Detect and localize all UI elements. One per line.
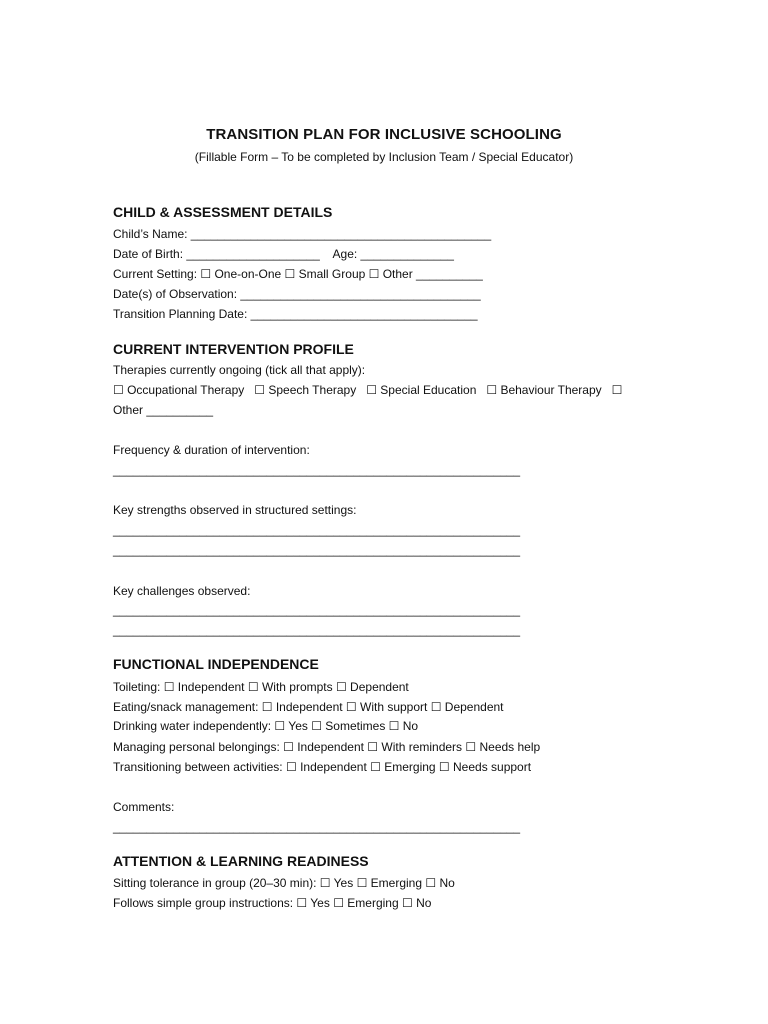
section-heading-functional: FUNCTIONAL INDEPENDENCE: [113, 656, 319, 672]
challenges-field-1[interactable]: _____________________________________________________________: [113, 603, 521, 617]
strengths-label: Key strengths observed in structured settings:: [113, 503, 357, 517]
section-heading-child-details: CHILD & ASSESSMENT DETAILS: [113, 204, 333, 220]
field-toileting[interactable]: Toileting: ☐ Independent ☐ With prompts ☐ Dependent: [113, 680, 409, 694]
comments-label: Comments:: [113, 800, 175, 814]
strengths-field-1[interactable]: _____________________________________________________________: [113, 523, 521, 537]
section-heading-intervention: CURRENT INTERVENTION PROFILE: [113, 341, 354, 357]
form-subtitle: (Fillable Form – To be completed by Inclusion Team / Special Educator): [194, 150, 574, 164]
field-observation-dates[interactable]: Date(s) of Observation: ____________________________________: [113, 287, 481, 301]
comments-field[interactable]: _____________________________________________________________: [113, 820, 521, 834]
challenges-label: Key challenges observed:: [113, 584, 251, 598]
field-current-setting[interactable]: Current Setting: ☐ One-on-One ☐ Small Group ☐ Other __________: [113, 267, 483, 281]
field-sitting-tolerance[interactable]: Sitting tolerance in group (20–30 min): ☐ Yes ☐ Emerging ☐ No: [113, 876, 455, 890]
field-planning-date[interactable]: Transition Planning Date: __________________________________: [113, 307, 478, 321]
strengths-field-2[interactable]: _____________________________________________________________: [113, 543, 521, 557]
field-transitioning[interactable]: Transitioning between activities: ☐ Independent ☐ Emerging ☐ Needs support: [113, 760, 532, 774]
field-group-instructions[interactable]: Follows simple group instructions: ☐ Yes ☐ Emerging ☐ No: [113, 896, 432, 910]
field-eating[interactable]: Eating/snack management: ☐ Independent ☐ With support ☐ Dependent: [113, 700, 504, 714]
field-belongings[interactable]: Managing personal belongings: ☐ Independent ☐ With reminders ☐ Needs help: [113, 740, 541, 754]
section-heading-attention: ATTENTION & LEARNING READINESS: [113, 853, 369, 869]
frequency-label: Frequency & duration of intervention:: [113, 443, 310, 457]
frequency-field[interactable]: _____________________________________________________________: [113, 463, 521, 477]
challenges-field-2[interactable]: _____________________________________________________________: [113, 623, 521, 637]
field-childs-name[interactable]: Child’s Name: _____________________________________________: [113, 227, 492, 241]
therapies-label: Therapies currently ongoing (tick all that apply):: [113, 363, 366, 377]
field-drinking[interactable]: Drinking water independently: ☐ Yes ☐ Sometimes ☐ No: [113, 719, 419, 733]
therapies-checkboxes[interactable]: ☐ Occupational Therapy ☐ Speech Therapy ☐ Special Education ☐ Behaviour Therapy ☐: [113, 383, 623, 397]
field-dob-age[interactable]: Date of Birth: ____________________ Age: ______________: [113, 247, 454, 261]
therapies-other-field[interactable]: Other __________: [113, 403, 214, 417]
form-title: TRANSITION PLAN FOR INCLUSIVE SCHOOLING: [206, 126, 562, 143]
